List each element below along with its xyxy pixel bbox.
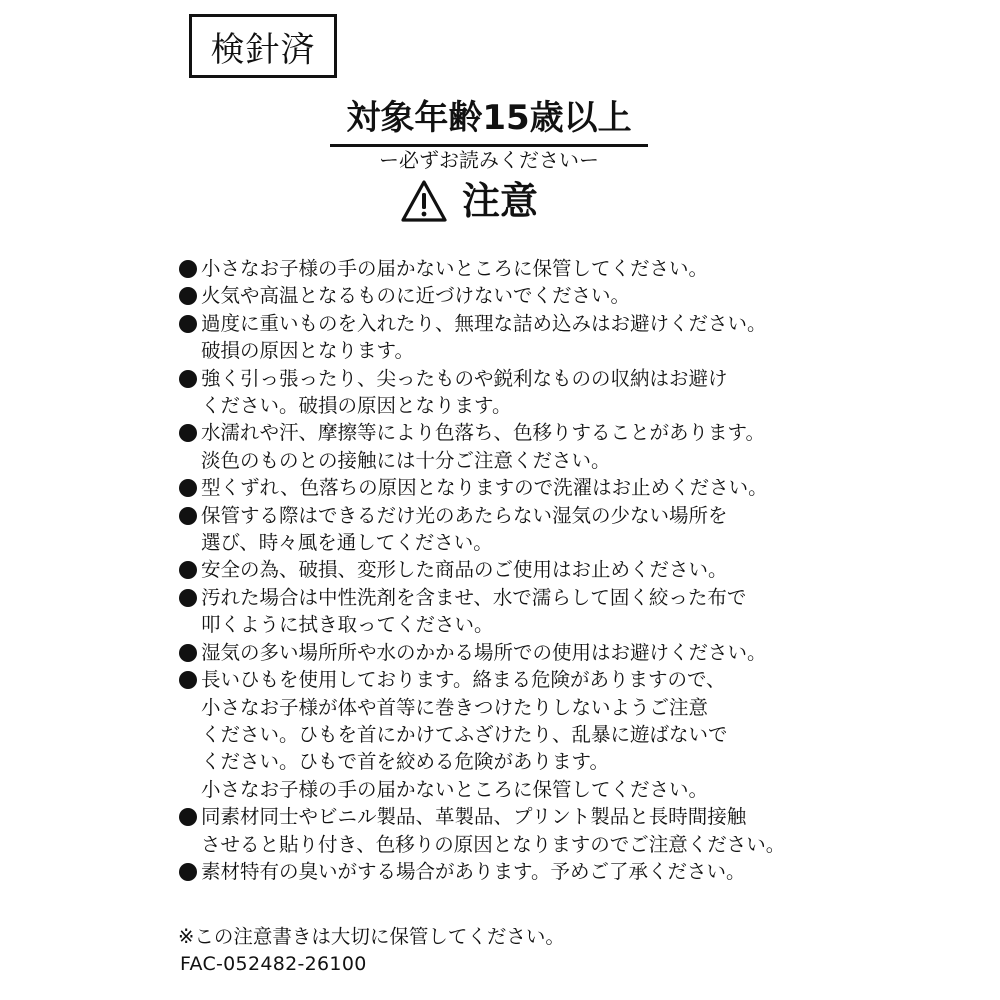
- bullet-icon: [179, 315, 197, 333]
- bullet-icon: [179, 424, 197, 442]
- caution-item-line: 過度に重いものを入れたり、無理な詰め込みはお避けください。: [201, 311, 767, 335]
- inspection-stamp: [189, 14, 337, 78]
- caution-item-line: 水濡れや汗、摩擦等により色落ち、色移りすることがあります。: [201, 421, 765, 445]
- caution-item-line: 火気や高温となるものに近づけないでください。: [201, 284, 631, 308]
- caution-item: [178, 255, 808, 282]
- caution-item-line: 保管する際はできるだけ光のあたらない湿気の少ない場所を: [201, 503, 728, 527]
- caution-item: [178, 310, 808, 365]
- caution-item-line: 長いひもを使用しております。絡まる危険がありますので、: [201, 668, 726, 692]
- bullet-icon: [179, 479, 197, 497]
- caution-item: [178, 666, 808, 803]
- caution-item: [178, 639, 808, 666]
- caution-item: [178, 858, 808, 885]
- caution-heading: [400, 175, 538, 227]
- bullet-icon: [179, 260, 197, 278]
- inspection-stamp-text: 検針済: [210, 29, 316, 70]
- caution-item-line: させると貼り付き、色移りの原因となりますのでご注意ください。: [201, 832, 786, 856]
- caution-item-line: 叩くように拭き取ってください。: [201, 613, 494, 637]
- caution-item-line: 淡色のものとの接触には十分ご注意ください。: [201, 448, 611, 472]
- caution-item-line: 型くずれ、色落ちの原因となりますので洗濯はお止めください。: [201, 476, 768, 500]
- caution-title: 注意: [462, 179, 539, 223]
- caution-item-line: 湿気の多い場所所や水のかかる場所での使用はお避けください。: [201, 640, 767, 664]
- caution-item: [178, 282, 808, 309]
- caution-item-line: 破損の原因となります。: [201, 339, 414, 363]
- caution-item-line: 強く引っ張ったり、尖ったものや鋭利なものの収納はお避け: [201, 366, 728, 390]
- caution-item: [178, 803, 808, 858]
- bullet-icon: [179, 808, 197, 826]
- bullet-icon: [179, 561, 197, 579]
- caution-item-line: 素材特有の臭いがする場合があります。予めご了承ください。: [201, 859, 746, 883]
- caution-item: [178, 474, 808, 501]
- caution-item: [178, 556, 808, 583]
- caution-list: [178, 255, 808, 885]
- bullet-icon: [179, 863, 197, 881]
- bullet-icon: [179, 644, 197, 662]
- caution-item-line: ください。ひもを首にかけてふざけたり、乱暴に遊ばないで: [201, 722, 728, 746]
- bullet-icon: [179, 589, 197, 607]
- caution-item-line: 小さなお子様の手の届かないところに保管してください。: [201, 257, 709, 280]
- caution-item: [178, 419, 808, 474]
- bullet-icon: [179, 370, 197, 388]
- bullet-icon: [179, 671, 197, 689]
- caution-item-line: 選び、時々風を通してください。: [201, 531, 493, 555]
- caution-item: [178, 502, 808, 557]
- age-requirement-title: 対象年齢15歳以上: [330, 96, 648, 147]
- bullet-icon: [179, 287, 197, 305]
- read-notice: ー必ずお読みくださいー: [379, 148, 599, 172]
- keep-notice: ※この注意書きは大切に保管してください。: [178, 925, 565, 948]
- caution-item-line: ください。ひもで首を絞める危険があります。: [201, 750, 609, 774]
- caution-item: [178, 584, 808, 639]
- caution-item-line: ください。破損の原因となります。: [201, 394, 512, 418]
- caution-item-line: 安全の為、破損、変形した商品のご使用はお止めください。: [201, 558, 728, 582]
- caution-item: [178, 365, 808, 420]
- bullet-icon: [179, 507, 197, 525]
- product-code: FAC-052482-26100: [180, 953, 367, 975]
- caution-item-line: 同素材同士やビニル製品、革製品、プリント製品と長時間接触: [201, 805, 747, 829]
- caution-item-line: 小さなお子様の手の届かないところに保管してください。: [201, 777, 709, 801]
- caution-item-line: 小さなお子様が体や首等に巻きつけたりしないようご注意: [201, 695, 709, 719]
- warning-triangle-icon: [400, 179, 448, 223]
- caution-item-line: 汚れた場合は中性洗剤を含ませ、水で濡らして固く絞った布で: [201, 585, 747, 609]
